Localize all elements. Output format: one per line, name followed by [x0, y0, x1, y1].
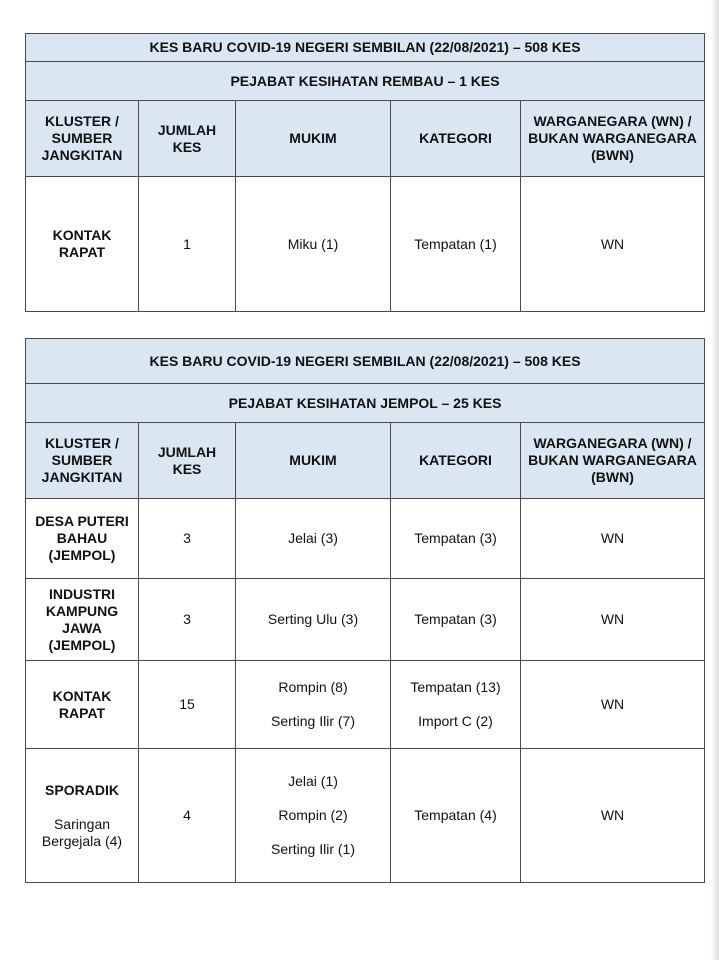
- rembau-case-table: [25, 33, 705, 312]
- cluster-name: KONTAK RAPAT: [52, 687, 112, 721]
- mukim-cell: [236, 661, 391, 749]
- office-title: PEJABAT KESIHATAN REMBAU – 1 KES: [26, 62, 705, 101]
- category-item: Import C (2): [418, 713, 493, 729]
- jempol-case-table: [25, 338, 705, 883]
- count-cell: 15: [139, 661, 236, 749]
- category-cell: [391, 661, 521, 749]
- mukim-item: Rompin (8): [278, 679, 348, 695]
- office-row: [26, 384, 705, 423]
- header-category: KATEGORI: [391, 101, 521, 177]
- citizenship-cell: WN: [521, 749, 705, 883]
- mukim-cell: Jelai (3): [236, 499, 391, 579]
- category-cell: Tempatan (3): [391, 499, 521, 579]
- citizenship-cell: WN: [521, 661, 705, 749]
- mukim-item: Serting Ilir (7): [270, 713, 356, 729]
- header-cluster: KLUSTER / SUMBER JANGKITAN: [26, 101, 139, 177]
- table-row: [26, 661, 705, 749]
- citizenship-cell: WN: [521, 499, 705, 579]
- cluster-cell: [26, 177, 139, 312]
- table-title: KES BARU COVID-19 NEGERI SEMBILAN (22/08/2021) – 508 KES: [26, 34, 705, 62]
- mukim-cell: Serting Ulu (3): [236, 579, 391, 661]
- table-title-row: [26, 339, 705, 384]
- count-cell: 3: [139, 499, 236, 579]
- mukim-item: Rompin (2): [278, 807, 348, 823]
- column-header-row: [26, 423, 705, 499]
- mukim-cell: Miku (1): [236, 177, 391, 312]
- page-edge-shadow: [711, 0, 719, 960]
- cluster-name: SPORADIK: [45, 781, 119, 798]
- cluster-spacer: [30, 799, 134, 816]
- column-header-row: [26, 101, 705, 177]
- header-count: JUMLAH KES: [139, 423, 236, 499]
- citizenship-cell: WN: [521, 177, 705, 312]
- header-cluster: KLUSTER / SUMBER JANGKITAN: [26, 423, 139, 499]
- office-row: [26, 62, 705, 101]
- cluster-name: INDUSTRI KAMPUNG JAWA (JEMPOL): [45, 585, 119, 653]
- cluster-name: DESA PUTERI BAHAU (JEMPOL): [35, 513, 129, 563]
- cluster-cell: [26, 661, 139, 749]
- table-row: [26, 579, 705, 661]
- mukim-item: Serting Ilir (1): [270, 841, 356, 857]
- cluster-name: KONTAK RAPAT: [52, 227, 112, 260]
- office-title: PEJABAT KESIHATAN JEMPOL – 25 KES: [26, 384, 705, 423]
- category-cell: Tempatan (4): [391, 749, 521, 883]
- cluster-cell: [26, 579, 139, 661]
- category-cell: Tempatan (1): [391, 177, 521, 312]
- table-row: [26, 177, 705, 312]
- header-citizenship: WARGANEGARA (WN) / BUKAN WARGANEGARA (BWN): [521, 423, 705, 499]
- category-cell: Tempatan (3): [391, 579, 521, 661]
- table-row: [26, 749, 705, 883]
- count-cell: 3: [139, 579, 236, 661]
- citizenship-cell: WN: [521, 579, 705, 661]
- table-title: KES BARU COVID-19 NEGERI SEMBILAN (22/08/2021) – 508 KES: [26, 339, 705, 384]
- header-mukim: MUKIM: [236, 101, 391, 177]
- count-cell: 4: [139, 749, 236, 883]
- cluster-note: Saringan Bergejala (4): [41, 815, 123, 849]
- header-mukim: MUKIM: [236, 423, 391, 499]
- mukim-item: Jelai (1): [288, 773, 338, 789]
- mukim-cell: [236, 749, 391, 883]
- table-row: [26, 499, 705, 579]
- header-count: JUMLAH KES: [139, 101, 236, 177]
- count-cell: 1: [139, 177, 236, 312]
- category-item: Tempatan (13): [410, 679, 501, 695]
- cluster-cell: [26, 749, 139, 883]
- table-title-row: [26, 34, 705, 62]
- header-citizenship: WARGANEGARA (WN) / BUKAN WARGANEGARA (BWN): [521, 101, 705, 177]
- cluster-cell: [26, 499, 139, 579]
- header-category: KATEGORI: [391, 423, 521, 499]
